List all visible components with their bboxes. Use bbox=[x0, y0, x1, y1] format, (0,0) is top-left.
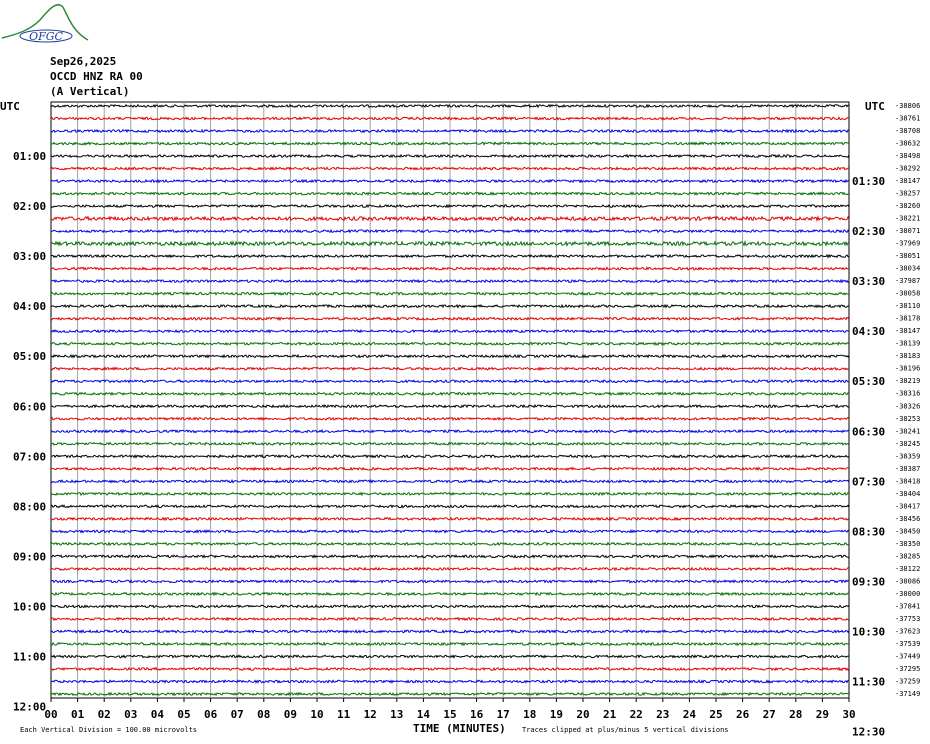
trace-offset-value: -38110 bbox=[895, 302, 921, 311]
hour-label-right: 11:30 bbox=[852, 675, 886, 689]
trace-offset-value: -38147 bbox=[895, 177, 921, 186]
hour-label-left: 06:00 bbox=[13, 400, 47, 414]
left-axis-title: UTC bbox=[0, 100, 20, 113]
x-tick-label: 21 bbox=[602, 708, 617, 721]
trace-offset-value: -38058 bbox=[895, 289, 921, 298]
trace-offset-value: -38260 bbox=[895, 202, 921, 211]
trace-offset-value: -37449 bbox=[895, 652, 921, 661]
trace-offset-value: -38418 bbox=[895, 477, 921, 486]
hour-label-left: 01:00 bbox=[13, 150, 47, 164]
trace-offset-value: -37987 bbox=[895, 277, 921, 286]
hour-label-right: 02:30 bbox=[852, 225, 886, 239]
hour-label-right: 03:30 bbox=[852, 275, 886, 289]
trace-offset-value: -38450 bbox=[895, 527, 921, 536]
trace-offset-value: -38219 bbox=[895, 377, 921, 386]
x-tick-label: 04 bbox=[150, 708, 165, 721]
trace-offset-value: -38350 bbox=[895, 539, 921, 548]
x-tick-label: 03 bbox=[124, 708, 138, 721]
hour-label-right: 01:30 bbox=[852, 175, 886, 189]
x-tick-label: 29 bbox=[815, 708, 830, 721]
trace-offset-value: -38183 bbox=[895, 352, 921, 361]
trace-offset-value: -38245 bbox=[895, 439, 921, 448]
trace-offset-value: -38034 bbox=[895, 264, 921, 273]
hour-label-left: 04:00 bbox=[13, 300, 47, 314]
station-label: OCCD HNZ RA 00 bbox=[50, 70, 143, 83]
x-tick-label: 17 bbox=[496, 708, 510, 721]
trace-offset-value: -37841 bbox=[895, 602, 921, 611]
trace-offset-value: -38708 bbox=[895, 127, 921, 136]
trace-offset-value: -38071 bbox=[895, 227, 921, 236]
trace-offset-value: -38316 bbox=[895, 389, 921, 398]
x-tick-label: 18 bbox=[523, 708, 537, 721]
hour-label-right: 08:30 bbox=[852, 525, 886, 539]
trace-offset-value: -38196 bbox=[895, 364, 921, 373]
x-tick-label: 09 bbox=[283, 708, 298, 721]
trace-offset-value: -37753 bbox=[895, 614, 921, 623]
x-tick-label: 23 bbox=[656, 708, 670, 721]
left-hour-labels bbox=[13, 150, 46, 744]
x-tick-label: 15 bbox=[443, 708, 457, 721]
trace-offset-value: -37149 bbox=[895, 690, 921, 698]
trace-offset-value: -38761 bbox=[895, 114, 921, 123]
trace-offset-value: -37969 bbox=[895, 239, 921, 248]
hour-label-right: 10:30 bbox=[852, 625, 886, 639]
hour-label-right: 09:30 bbox=[852, 575, 886, 589]
trace-offset-value: -38404 bbox=[895, 489, 921, 498]
x-tick-label: 26 bbox=[735, 708, 750, 721]
x-tick-label: 25 bbox=[709, 708, 723, 721]
hour-label-right: 12:30 bbox=[852, 725, 886, 739]
hour-label-left: 10:00 bbox=[13, 600, 47, 614]
trace-offset-value: -37539 bbox=[895, 639, 921, 648]
trace-offset-value: -38498 bbox=[895, 152, 921, 161]
footer-scale-note: Each Vertical Division = 100.00 microvolts bbox=[20, 726, 198, 734]
x-tick-label: 07 bbox=[230, 708, 244, 721]
x-tick-label: 01 bbox=[70, 708, 85, 721]
x-tick-label: 00 bbox=[44, 708, 58, 721]
x-tick-label: 20 bbox=[576, 708, 590, 721]
trace-offset-value: -38417 bbox=[895, 502, 921, 511]
component-label: (A Vertical) bbox=[50, 85, 130, 98]
x-tick-label: 05 bbox=[177, 708, 191, 721]
hour-label-left: 03:00 bbox=[13, 250, 47, 264]
trace-offset-value: -38178 bbox=[895, 314, 921, 323]
x-axis-ticks bbox=[44, 698, 855, 721]
hour-label-left: 07:00 bbox=[13, 450, 47, 464]
trace-offset-value: -38221 bbox=[895, 214, 921, 223]
x-tick-label: 10 bbox=[310, 708, 324, 721]
x-tick-label: 02 bbox=[97, 708, 111, 721]
trace-offset-value: -38292 bbox=[895, 164, 921, 173]
grid-lines bbox=[51, 102, 849, 698]
trace-offset-value: -38000 bbox=[895, 589, 921, 598]
x-tick-label: 14 bbox=[416, 708, 431, 721]
logo-text: OFGC bbox=[29, 30, 63, 43]
right-axis-title: UTC bbox=[865, 100, 885, 113]
trace-offset-value: -38051 bbox=[895, 252, 921, 261]
x-tick-label: 11 bbox=[336, 708, 351, 721]
hour-label-left: 02:00 bbox=[13, 200, 47, 214]
x-tick-label: 27 bbox=[762, 708, 776, 721]
trace-offset-value: -38359 bbox=[895, 452, 921, 461]
trace-offset-value: -38257 bbox=[895, 189, 921, 198]
hour-label-left: 11:00 bbox=[13, 650, 47, 664]
hour-label-right: 04:30 bbox=[852, 325, 886, 339]
x-tick-label: 28 bbox=[789, 708, 803, 721]
trace-offset-value: -38122 bbox=[895, 564, 921, 573]
trace-offset-value: -38632 bbox=[895, 139, 921, 148]
date-label: Sep26,2025 bbox=[50, 55, 117, 68]
x-tick-label: 13 bbox=[390, 708, 404, 721]
hour-label-left: 12:00 bbox=[13, 700, 47, 714]
right-half-hour-labels bbox=[852, 175, 885, 744]
trace-offset-value: -38326 bbox=[895, 402, 921, 411]
trace-offset-value: -38241 bbox=[895, 427, 921, 436]
trace-offset-value: -37623 bbox=[895, 627, 921, 636]
trace-offset-value: -38387 bbox=[895, 464, 921, 473]
x-tick-label: 06 bbox=[203, 708, 218, 721]
hour-label-left: 05:00 bbox=[13, 350, 47, 364]
x-axis-title: TIME (MINUTES) bbox=[413, 722, 506, 735]
trace-offset-value: -38086 bbox=[895, 577, 921, 586]
trace-offset-value: -37295 bbox=[895, 664, 921, 673]
trace-offset-value: -38253 bbox=[895, 414, 921, 423]
x-tick-label: 16 bbox=[469, 708, 484, 721]
x-tick-label: 12 bbox=[363, 708, 377, 721]
trace-offset-value: -38456 bbox=[895, 514, 921, 523]
trace-offset-value: -38139 bbox=[895, 339, 921, 348]
x-tick-label: 19 bbox=[549, 708, 564, 721]
hour-label-right: 06:30 bbox=[852, 425, 886, 439]
x-tick-label: 08 bbox=[257, 708, 271, 721]
trace-offset-value: -37259 bbox=[895, 677, 921, 686]
trace-offset-value: -38285 bbox=[895, 552, 921, 561]
trace-offset-labels bbox=[895, 102, 920, 698]
trace-offset-value: -38806 bbox=[895, 102, 921, 110]
hour-label-right: 07:30 bbox=[852, 475, 886, 489]
x-tick-label: 30 bbox=[842, 708, 856, 721]
hour-label-left: 08:00 bbox=[13, 500, 47, 514]
footer-clip-note: Traces clipped at plus/minus 5 vertical divisions bbox=[522, 726, 729, 734]
hour-label-right: 05:30 bbox=[852, 375, 886, 389]
x-tick-label: 22 bbox=[629, 708, 643, 721]
x-tick-label: 24 bbox=[682, 708, 697, 721]
hour-label-left: 09:00 bbox=[13, 550, 47, 564]
trace-offset-value: -38147 bbox=[895, 327, 921, 336]
